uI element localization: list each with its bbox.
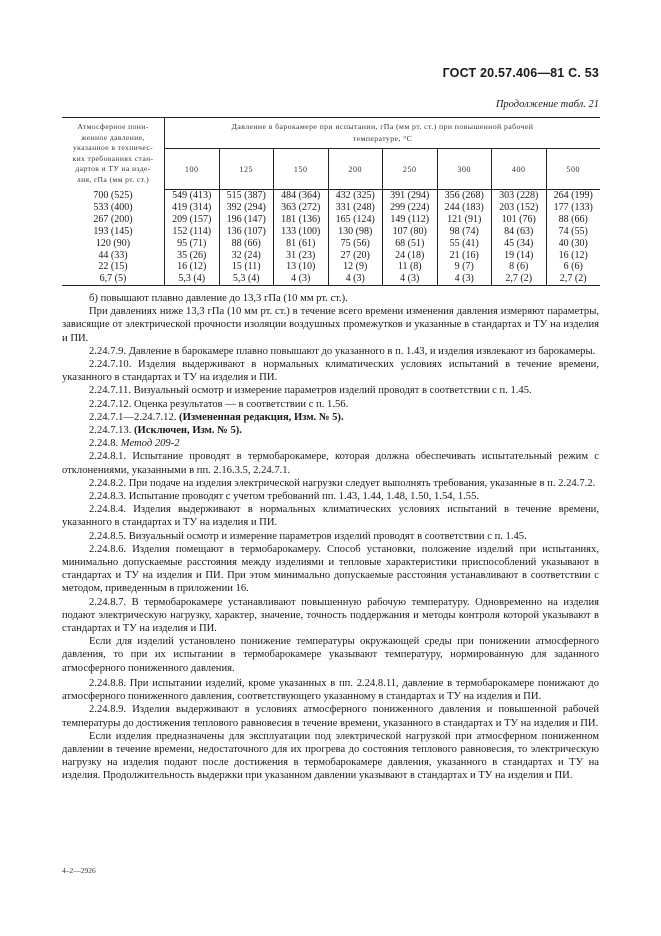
value-cell: 4 (3) (383, 273, 438, 285)
value-cell: 152 (114) (172, 225, 212, 237)
value-cell: 88 (66) (219, 238, 274, 250)
table-row (62, 190, 600, 202)
paragraph (62, 437, 599, 450)
pressure-cell: 6,7 (5) (62, 273, 165, 285)
value-cell: 165 (124) (328, 214, 383, 226)
span-header-line: Давление в барокамере при испытании, гПа (мм рт. ст.) при повышенной рабочей (231, 122, 534, 131)
value-cell: 16 (12) (177, 261, 207, 273)
value-cell: 68 (51) (383, 238, 438, 250)
left-header-line: женное давление, (81, 132, 145, 142)
clause-number: 2.24.7.13. (89, 425, 135, 437)
table-row (62, 273, 600, 285)
value-cell: 484 (364) (274, 190, 329, 202)
pressure-cell: 267 (200) (62, 214, 165, 226)
pressure-cell: 193 (145) (62, 226, 165, 238)
page-footer-code: 4–2—2926 (62, 866, 96, 875)
value-cell: 55 (41) (437, 238, 492, 250)
value-cell: 299 (224) (383, 202, 438, 214)
value-cell: 121 (91) (437, 214, 492, 226)
method-title: Метод 209-2 (120, 438, 180, 450)
temp-header: 300 (437, 149, 492, 190)
pressure-cell: 700 (525) (62, 190, 165, 202)
value-cell: 130 (98) (328, 226, 383, 238)
paragraph: 2.24.8.9. Изделия выдерживают в условиях атмосферного пониженного давления и повышенной рабочей температуры до достижения теплового равновесия в течение времени, указанного в стандартах и ТУ на изделия и ПИ. (62, 704, 599, 729)
table-body (62, 190, 600, 286)
value-cell: 149 (112) (383, 214, 438, 226)
paragraph: 2.24.7.9. Давление в барокамере плавно повышают до указанного в п. 1.43, и изделия извлекают из барокамеры. (89, 345, 596, 357)
pressure-cell: 44 (33) (62, 250, 165, 262)
temp-header: 400 (492, 149, 547, 190)
value-cell: 95 (71) (177, 237, 207, 249)
value-cell: 419 (314) (172, 201, 212, 213)
value-cell: 75 (56) (328, 238, 383, 250)
value-cell: 303 (228) (492, 190, 547, 202)
clause-number: 2.24.8. (89, 438, 121, 450)
paragraph: Если изделия предназначены для эксплуатации под электрической нагрузкой при атмосферном пониженном давлении в течение времени, недостаточного для их прогрева до состояния теплового равновесия, то электрическую нагрузку на изделия подают после достижения в термобарокамере давления, указанного в стандартах и ТУ на изделия. Продолжительность выдержки при указанном давлении указывают в стандартах и ТУ на изделия и ПИ. (62, 730, 599, 782)
value-cell: 8 (6) (492, 261, 547, 273)
left-header-line: лия, гПа (мм рт. ст.) (76, 174, 150, 184)
value-cell: 24 (18) (383, 250, 438, 262)
span-header-line: температуре, °С (352, 134, 413, 143)
paragraph: Если для изделий установлено понижение температуры окружающей среды при понижении атмосферного давления, то при их испытании в термобарокамере указывают температуру, нормированную для заданного атмосферного пониженного давления. (62, 636, 599, 674)
temp-header: 100 (165, 149, 220, 190)
paragraph: При давлениях ниже 13,3 гПа (10 мм рт. ст.) в течение всего времени изменения давления измеряют параметры, зависящие от электрической прочности изоляции воздушных промежутков и указанные в стандартах и ТУ на изделия и ПИ. (62, 306, 599, 344)
paragraph: 2.24.8.1. Испытание проводят в термобарокамере, которая должна обеспечивать испытательный режим с отклонениями, указанными в пп. 2.16.3.5, 2.24.7.1. (62, 451, 599, 476)
value-cell: 177 (133) (546, 202, 600, 214)
value-cell: 136 (107) (219, 226, 274, 238)
value-cell: 31 (23) (274, 250, 329, 262)
value-cell: 13 (10) (274, 261, 329, 273)
paragraph: б) повышают плавно давление до 13,3 гПа (10 мм рт. ст.). (89, 293, 348, 304)
amendment-note: (Измененная редакция, Изм. № 5). (179, 411, 344, 423)
temp-header: 125 (219, 149, 274, 190)
paragraph: 2.24.8.8. При испытании изделий, кроме указанных в пп. 2.24.8.11, давление в термобарокамере понижают до атмосферного пониженного давления, соответствующего указанному в стандартах и ТУ на изделия и ПИ. (62, 677, 599, 703)
pressure-cell: 120 (90) (62, 238, 165, 250)
table-left-header (62, 118, 165, 190)
value-cell: 16 (12) (546, 250, 600, 262)
paragraph: 2.24.7.11. Визуальный осмотр и измерение параметров изделий проводят в соответствии с п. 1.45. (89, 385, 532, 397)
table-continuation-label: Продолжение табл. 21 (495, 99, 599, 110)
table-span-header (165, 118, 601, 149)
value-cell: 4 (3) (437, 273, 492, 285)
value-cell: 21 (16) (437, 250, 492, 262)
temp-header: 150 (274, 149, 329, 190)
value-cell: 15 (11) (219, 261, 274, 273)
table-row (62, 202, 600, 214)
value-cell: 81 (61) (274, 238, 329, 250)
value-cell: 203 (152) (492, 202, 547, 214)
paragraph: 2.24.8.5. Визуальный осмотр и измерение параметров изделий проводят в соответствии с п. 1.45. (89, 530, 527, 542)
value-cell: 209 (157) (172, 213, 212, 225)
temp-header: 200 (328, 149, 383, 190)
value-cell: 12 (9) (328, 261, 383, 273)
value-cell: 84 (63) (492, 226, 547, 238)
value-cell: 32 (24) (219, 250, 274, 262)
value-cell: 4 (3) (328, 273, 383, 285)
value-cell: 5,3 (4) (219, 273, 274, 285)
value-cell: 35 (26) (177, 249, 207, 261)
value-cell: 2,7 (2) (546, 273, 600, 285)
value-cell: 11 (8) (383, 261, 438, 273)
value-cell: 392 (294) (219, 202, 274, 214)
value-cell: 331 (248) (328, 202, 383, 214)
value-cell: 181 (136) (274, 214, 329, 226)
paragraph (62, 424, 599, 437)
value-cell: 98 (74) (437, 226, 492, 238)
table-row (62, 238, 600, 250)
paragraph: 2.24.8.6. Изделия помещают в термобарокамеру. Способ установки, положение изделий при испытаниях, минимально допускаемые расстояния между изделиями и тепловые характеристики приспособлений указывают в стандартах и ТУ на изделия и ПИ. При этом минимально допускаемые расстояния устанавливают в соответствии с методом, приведенным в приложении 16. (62, 543, 599, 595)
paragraph (62, 411, 599, 424)
pressure-table (62, 117, 600, 286)
temp-header: 500 (546, 149, 600, 190)
value-cell: 363 (272) (274, 202, 329, 214)
value-cell: 4 (3) (274, 273, 329, 285)
value-cell: 88 (66) (546, 214, 600, 226)
value-cell: 391 (294) (383, 190, 438, 202)
table-row (62, 214, 600, 226)
value-cell: 107 (80) (383, 226, 438, 238)
value-cell: 549 (413) (172, 190, 212, 201)
value-cell: 264 (199) (546, 190, 600, 202)
value-cell: 5,3 (4) (165, 273, 220, 285)
page-header: ГОСТ 20.57.406—81 С. 53 (442, 66, 599, 80)
table-row (62, 250, 600, 262)
value-cell: 101 (76) (492, 214, 547, 226)
value-cell: 9 (7) (437, 261, 492, 273)
value-cell: 196 (147) (219, 214, 274, 226)
paragraph: 2.24.7.12. Оценка результатов — в соответствии с п. 1.56. (89, 398, 349, 410)
paragraph: 2.24.8.2. При подаче на изделия электрической нагрузки следует выполнять требования, указанные в п. 2.24.7.2. (89, 477, 596, 489)
value-cell: 40 (30) (546, 238, 600, 250)
left-header-line: дартов и ТУ на изде- (75, 164, 151, 174)
table-row (62, 226, 600, 238)
value-cell: 356 (268) (437, 190, 492, 202)
paragraph: 2.24.8.3. Испытание проводят с учетом требований пп. 1.43, 1.44, 1.48, 1.50, 1.54, 1.55. (89, 491, 480, 503)
value-cell: 133 (100) (274, 226, 329, 238)
value-cell: 432 (325) (328, 190, 383, 202)
paragraph: 2.24.8.7. В термобарокамере устанавливают повышенную рабочую температуру. Одновременно на изделия подают электрическую нагрузку, характер, значение, точность поддержания и методы контроля которой указывают в стандартах и ТУ на изделия и ПИ. (62, 596, 599, 635)
clause-number: 2.24.7.1—2.24.7.12. (89, 411, 180, 423)
left-header-line: указанное в техничес- (72, 143, 154, 153)
value-cell: 45 (34) (492, 238, 547, 250)
value-cell: 244 (183) (437, 202, 492, 214)
value-cell: 19 (14) (492, 250, 547, 262)
value-cell: 6 (6) (546, 261, 600, 273)
amendment-note: (Исключен, Изм. № 5). (134, 425, 242, 437)
value-cell: 27 (20) (328, 250, 383, 262)
body-text (62, 292, 599, 783)
table-row (62, 261, 600, 273)
pressure-cell: 533 (400) (62, 202, 165, 214)
value-cell: 2,7 (2) (492, 273, 547, 285)
left-header-line: Атмосферное пони- (77, 122, 149, 132)
temp-header: 250 (383, 149, 438, 190)
left-header-line: ких требованиях стан- (72, 153, 154, 163)
value-cell: 515 (387) (219, 190, 274, 202)
pressure-cell: 22 (15) (62, 261, 165, 273)
value-cell: 74 (55) (546, 226, 600, 238)
paragraph: 2.24.7.10. Изделия выдерживают в нормальных климатических условиях испытаний в течение времени, указанного в стандартах и ТУ на изделия и ПИ. (62, 359, 599, 384)
paragraph: 2.24.8.4. Изделия выдерживают в нормальных климатических условиях испытаний в течение времени, указанного в стандартах и ТУ на изделия и ПИ. (62, 504, 599, 529)
